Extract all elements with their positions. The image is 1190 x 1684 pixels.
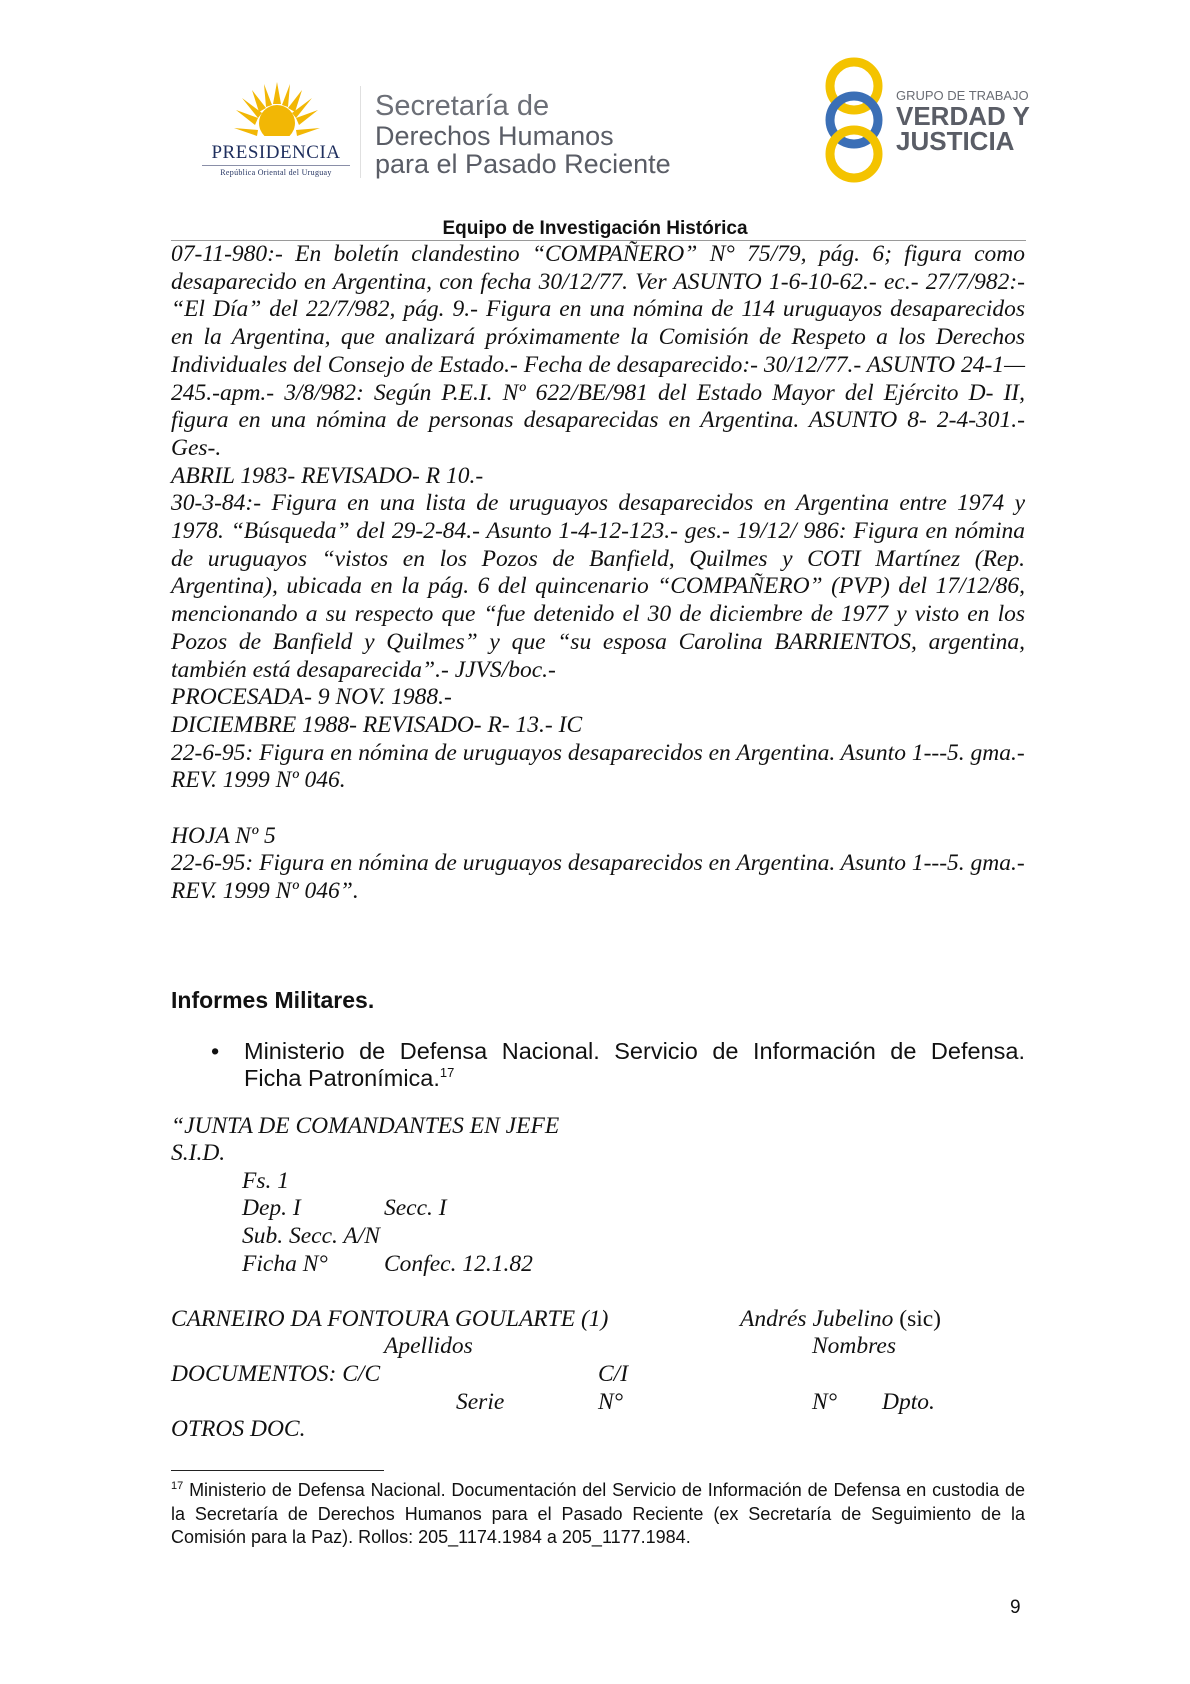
ficha-dep: Dep. I <box>242 1195 301 1221</box>
paragraph: ABRIL 1983- REVISADO- R 10.- <box>171 462 484 489</box>
justicia-label: JUSTICIA <box>896 126 1015 156</box>
ficha-apellidos-label: Apellidos <box>384 1333 473 1359</box>
section-heading: Informes Militares. <box>171 987 375 1013</box>
paragraph: 30-3-84:- Figura en una lista de uruguayos desaparecidos en Argentina entre 1974 y 1978. “Búsqueda” del 29-2-84.- Asunto 1-4-12-123.- ges.- 19/12/ 986: Figura en nómina de uruguayos “vistos en los Pozos de Banfield, Quilmes y COTI Martínez (Rep. Argentina), ubicada en la pág. 6 del quincenario “COMPAÑERO” (PVP) del 17/12/86, mencionando a su respecto que “fue detenido el 30 de diciembre de 1977 y visto en los Pozos de Banfield y Quilmes” y que “su esposa Carolina BARRIENTOS, argentina, también está desaparecida”.- JJVS/boc.- <box>171 490 1025 683</box>
spacer <box>171 795 1025 823</box>
ficha-nombre: Andrés Jubelino <box>740 1306 894 1332</box>
ficha-sic: (sic) <box>899 1306 942 1332</box>
grupo-trabajo-label: GRUPO DE TRABAJO <box>896 88 1029 103</box>
page-header <box>0 0 1190 239</box>
secretaria-line-1: Secretaría de <box>375 90 550 122</box>
footnote <box>171 1479 1025 1550</box>
paragraph: REV. 1999 Nº 046”. <box>171 878 359 905</box>
ficha-secc: Secc. I <box>384 1195 447 1221</box>
page-number: 9 <box>1010 1597 1021 1618</box>
sun-icon <box>232 78 322 148</box>
divider <box>360 86 361 178</box>
paragraph: 07-11-980:- En boletín clandestino “COMPAÑERO” N° 75/79, pág. 6; figura como desaparecido en Argentina, con fecha 30/12/77. Ver ASUNTO 1-6-10-62.- ec.- 27/7/982:- “El Día” del 22/7/982, pág. 9.- Figura en una nómina de 114 uruguayos desaparecidos en la Argentina, que analizará próximamente la Comisión de Respeto a los Derechos Individuales del Consejo de Estado.- Fecha de desaparecido:- 30/12/77.- ASUNTO 24-1—245.-apm.- 3/8/982: Según P.E.I. Nº 622/BE/981 del Estado Mayor del Ejército D- II, figura en una nómina de personas desaparecidas en Argentina. ASUNTO 8- 2-4-301.-Ges-. <box>171 241 1025 461</box>
ficha-subsecc: Sub. Secc. A/N <box>242 1223 380 1249</box>
footnote-separator <box>171 1470 384 1471</box>
paragraph: REV. 1999 Nº 046. <box>171 767 346 794</box>
ficha-documentos: DOCUMENTOS: C/C <box>171 1361 381 1387</box>
footnote-text: Ministerio de Defensa Nacional. Documentación del Servicio de Información de Defensa en custodia de la Secretaría de Derechos Humanos para el Pasado Reciente (ex Secretaría de Seguimiento de la Comisión para la Paz). Rollos: 205_1174.1984 a 205_1177.1984. <box>171 1480 1025 1547</box>
record-text <box>171 241 1025 906</box>
presidencia-subtitle: República Oriental del Uruguay <box>220 168 332 177</box>
presidencia-name: PRESIDENCIA <box>211 142 341 163</box>
divider <box>202 165 350 166</box>
ficha-junta: “JUNTA DE COMANDANTES EN JEFE <box>171 1113 560 1139</box>
ficha-numero-ci: N° <box>598 1389 624 1415</box>
footnote-number: 17 <box>171 1480 184 1492</box>
ficha-dpto: Dpto. <box>882 1389 935 1415</box>
secretaria-line-3: para el Pasado Reciente <box>375 149 671 179</box>
ficha-nombres-label: Nombres <box>812 1333 896 1359</box>
bullet-icon: • <box>211 1038 220 1064</box>
paragraph: 22-6-95: Figura en nómina de uruguayos desaparecidos en Argentina. Asunto 1---5. gma.- <box>171 850 1025 877</box>
footnote-ref[interactable]: 17 <box>439 1065 455 1081</box>
team-heading: Equipo de Investigación Histórica <box>442 218 748 239</box>
verdad-label: VERDAD Y <box>896 101 1030 131</box>
secretaria-logo-text <box>375 90 735 178</box>
ficha-apellido: CARNEIRO DA FONTOURA GOULARTE (1) <box>171 1306 609 1332</box>
verdad-justicia-logo <box>820 56 1030 184</box>
ficha-confec: Confec. 12.1.82 <box>384 1251 533 1277</box>
paragraph: DICIEMBRE 1988- REVISADO- R- 13.- IC <box>171 711 583 738</box>
list-item-text: Ministerio de Defensa Nacional. Servicio de Información de Defensa. Ficha Patronímica.$^{17}$ <box>244 1038 1025 1091</box>
secretaria-line-2: Derechos Humanos <box>375 121 614 151</box>
ficha-numero-dpto: N° <box>812 1389 838 1415</box>
ficha-ci: C/I <box>598 1361 629 1387</box>
rings-icon <box>820 56 888 184</box>
ficha-numero: Ficha N° <box>242 1251 328 1277</box>
paragraph: HOJA Nº 5 <box>171 822 276 849</box>
ficha-sid: S.I.D. <box>171 1140 226 1166</box>
ficha-otros: OTROS DOC. <box>171 1416 306 1442</box>
presidencia-logo <box>196 78 356 178</box>
paragraph: 22-6-95: Figura en nómina de uruguayos desaparecidos en Argentina. Asunto 1---5. gma.- <box>171 739 1025 766</box>
ficha-serie: Serie <box>456 1389 505 1415</box>
paragraph: PROCESADA- 9 NOV. 1988.- <box>171 684 452 711</box>
ficha-fs: Fs. 1 <box>242 1168 289 1194</box>
